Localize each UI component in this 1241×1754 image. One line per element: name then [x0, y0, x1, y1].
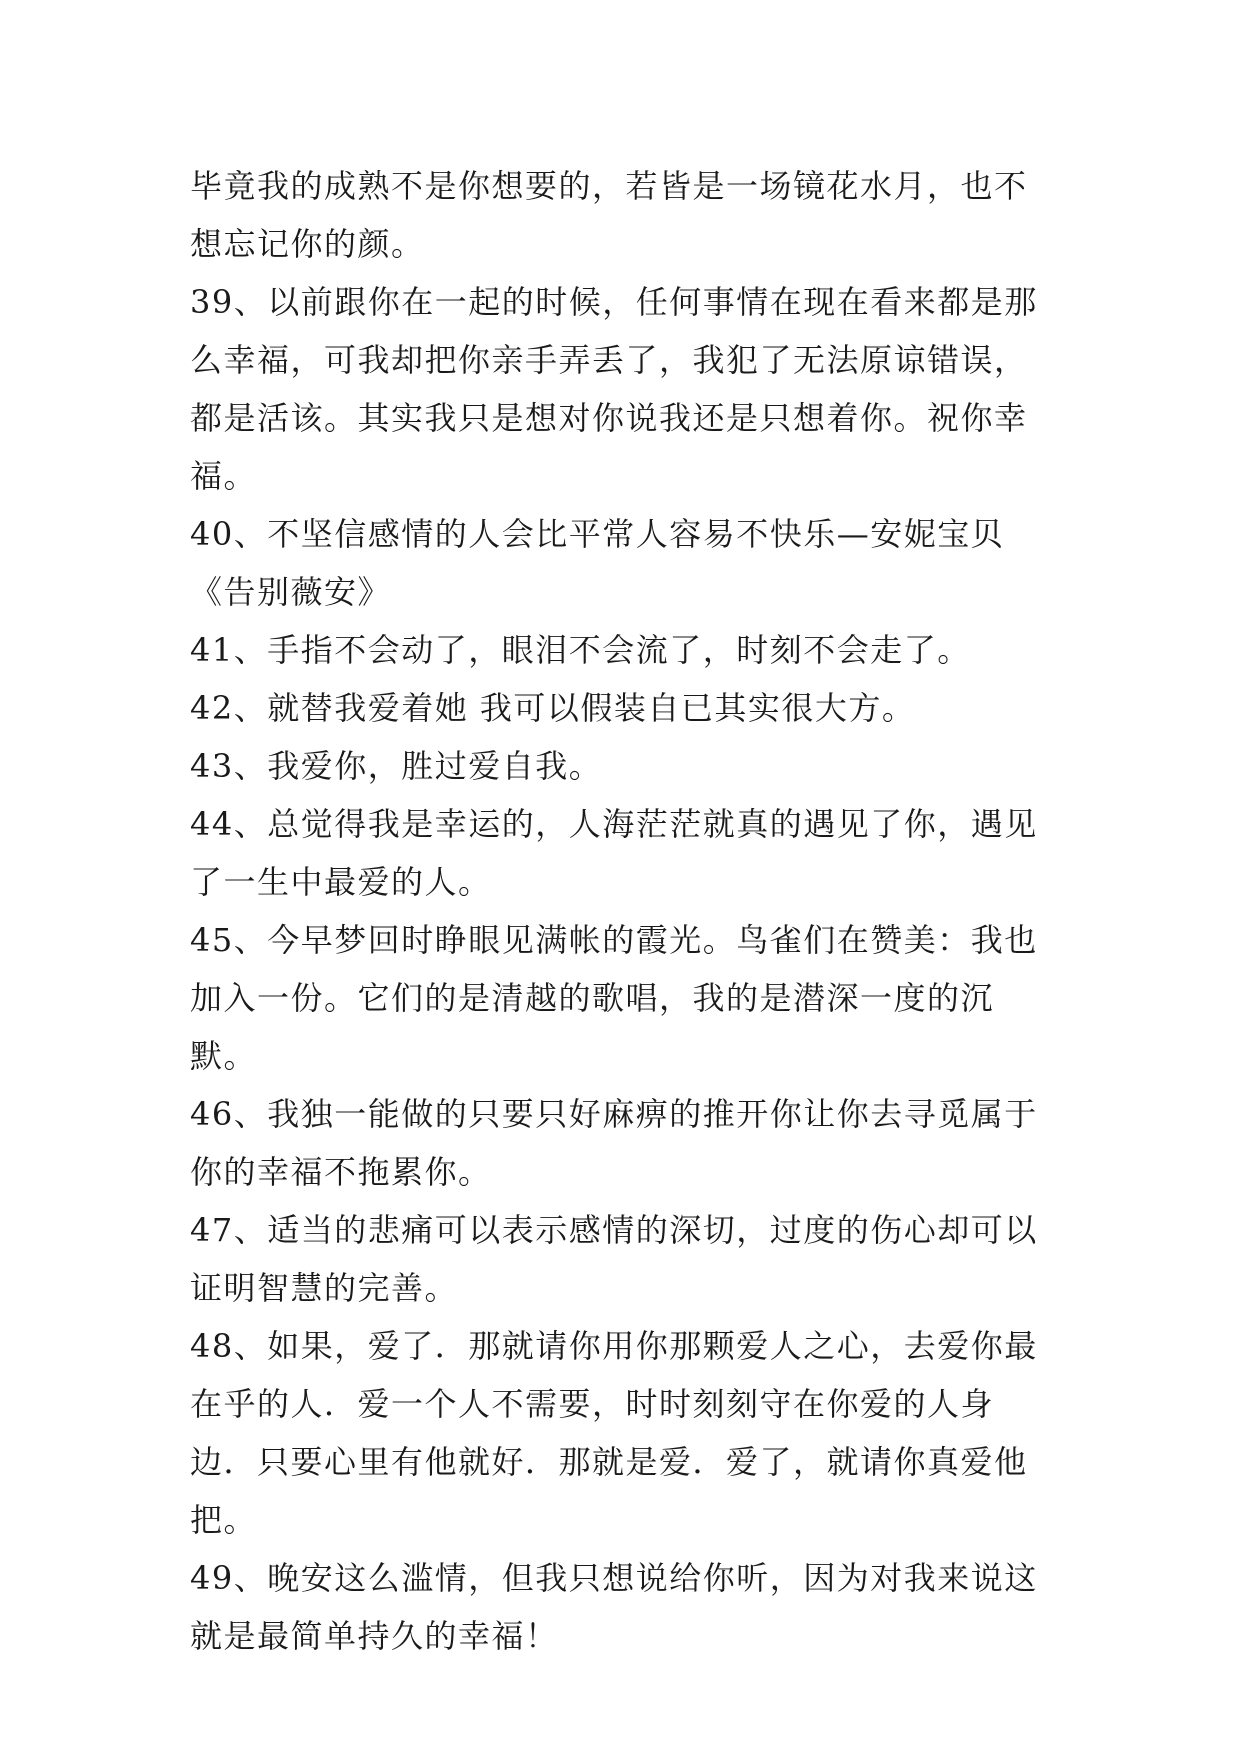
paragraph: 45、今早梦回时睁眼见满帐的霞光。鸟雀们在赞美：我也加入一份。它们的是清越的歌唱，我的是潜深一度的沉默。 [190, 921, 1038, 1075]
paragraph: 49、晚安这么滥情，但我只想说给你听，因为对我来说这就是最简单持久的幸福！ [190, 1559, 1038, 1655]
paragraph: 47、适当的悲痛可以表示感情的深切，过度的伤心却可以证明智慧的完善。 [190, 1211, 1038, 1307]
paragraph: 毕竟我的成熟不是你想要的，若皆是一场镜花水月，也不想忘记你的颜。 [190, 167, 1028, 263]
document-body [190, 157, 1060, 1665]
paragraph: 44、总觉得我是幸运的，人海茫茫就真的遇见了你，遇见了一生中最爱的人。 [190, 805, 1038, 901]
paragraph: 46、我独一能做的只要只好麻痹的推开你让你去寻觅属于你的幸福不拖累你。 [190, 1095, 1038, 1191]
paragraph: 40、不坚信感情的人会比平常人容易不快乐—安妮宝贝《告别薇安》 [190, 515, 1005, 611]
paragraph: 41、手指不会动了，眼泪不会流了，时刻不会走了。 [190, 631, 971, 669]
paragraph: 42、就替我爱着她 我可以假装自已其实很大方。 [190, 689, 916, 727]
paragraph: 43、我爱你，胜过爱自我。 [190, 747, 603, 785]
paragraph: 48、如果，爱了．那就请你用你那颗爱人之心，去爱你最在乎的人．爱一个人不需要，时时刻刻守在你爱的人身边．只要心里有他就好．那就是爱．爱了，就请你真爱他把。 [190, 1327, 1038, 1539]
paragraph: 39、以前跟你在一起的时候，任何事情在现在看来都是那么幸福，可我却把你亲手弄丢了，我犯了无法原谅错误，都是活该。其实我只是想对你说我还是只想着你。祝你幸福。 [190, 283, 1038, 495]
